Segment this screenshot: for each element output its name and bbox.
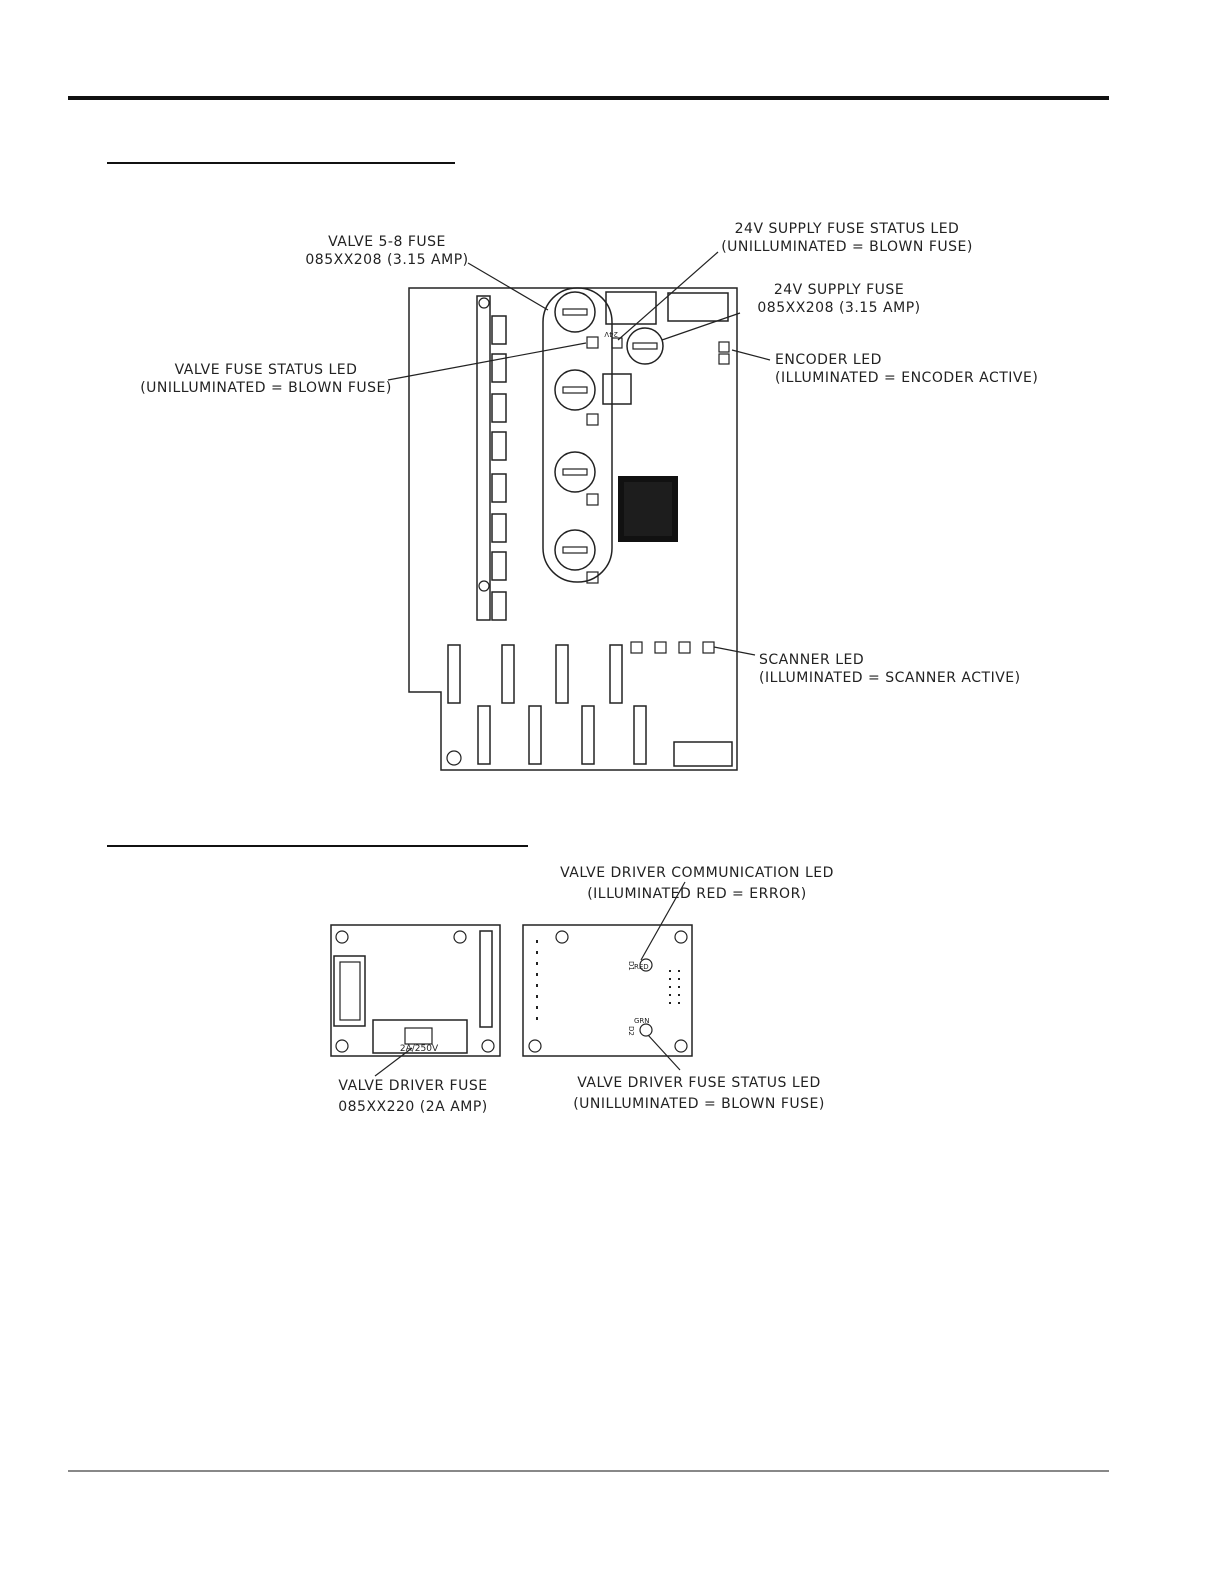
valve-connector [492, 552, 506, 580]
header-pin [536, 962, 538, 965]
svg-text:D1: D1 [627, 961, 635, 971]
svg-text:085XX208 (3.15 AMP): 085XX208 (3.15 AMP) [757, 300, 921, 316]
header-pin [536, 1017, 538, 1020]
svg-text:RED: RED [634, 963, 649, 971]
callout-supply-fuse [757, 282, 920, 316]
header-pin [536, 1006, 538, 1009]
valve-connector [492, 514, 506, 542]
svg-text:D2: D2 [627, 1026, 635, 1036]
valve-connector [492, 474, 506, 502]
svg-text:(ILLUMINATED RED = ERROR): (ILLUMINATED RED = ERROR) [587, 886, 807, 902]
svg-text:GRN: GRN [634, 1017, 650, 1025]
header-pin [669, 978, 671, 980]
io-connector [529, 706, 541, 764]
driver-board-front [331, 925, 500, 1056]
io-connector [478, 706, 490, 764]
callout-valve-led [140, 362, 392, 396]
fuse-slot [563, 547, 587, 553]
valve-fuse-led [587, 494, 598, 505]
fuse-slot [563, 387, 587, 393]
svg-text:24V SUPPLY FUSE STATUS LED: 24V SUPPLY FUSE STATUS LED [734, 221, 960, 237]
supply-fuse-led [612, 338, 622, 348]
svg-text:VALVE DRIVER COMMUNICATION LED: VALVE DRIVER COMMUNICATION LED [560, 865, 834, 881]
callout-comm-led [560, 865, 834, 902]
header-pin [536, 951, 538, 954]
encoder-led [719, 354, 729, 364]
svg-text:(ILLUMINATED = ENCODER ACTIV: (ILLUMINATED = ENCODER ACTIVE) [775, 370, 1039, 386]
svg-text:24V SUPPLY FUSE: 24V SUPPLY FUSE [773, 282, 905, 298]
svg-text:VALVE DRIVER FUSE STATUS LED: VALVE DRIVER FUSE STATUS LED [577, 1075, 821, 1091]
svg-text:(ILLUMINATED = SCANNER ACTIV: (ILLUMINATED = SCANNER ACTIVE) [759, 670, 1021, 686]
svg-text:SCANNER LED: SCANNER LED [759, 652, 865, 668]
svg-text:ENCODER LED: ENCODER LED [775, 352, 882, 368]
scanner-led [655, 642, 666, 653]
header-pin [678, 986, 680, 988]
header-pin [678, 978, 680, 980]
io-connector [502, 645, 514, 703]
callout-scanner-led [759, 652, 1021, 686]
svg-text:VALVE FUSE STATUS LED: VALVE FUSE STATUS LED [174, 362, 358, 378]
valve-connector [492, 394, 506, 422]
fuse-rating-silk: 2A/250V [399, 1044, 439, 1054]
header-pin [536, 973, 538, 976]
valve-connector [492, 592, 506, 620]
header-rule [68, 96, 1109, 100]
io-connector [556, 645, 568, 703]
callout-valve58-fuse [305, 234, 468, 268]
fuse-slot [563, 469, 587, 475]
io-connector [610, 645, 622, 703]
svg-text:VALVE DRIVER FUSE: VALVE DRIVER FUSE [338, 1078, 488, 1094]
svg-text:(UNILLUMINATED = BLOWN FUSE): (UNILLUMINATED = BLOWN FUSE) [721, 239, 973, 255]
scanner-led [679, 642, 690, 653]
header-pin [536, 995, 538, 998]
callout-supply-led [721, 221, 973, 255]
callout-driver-fuse [338, 1078, 488, 1115]
silk-24v: 24V [604, 330, 618, 338]
header-pin [669, 1002, 671, 1004]
header-pin [669, 994, 671, 996]
leader-lines [388, 252, 770, 655]
header-pin [678, 994, 680, 996]
encoder-led [719, 342, 729, 352]
scanner-led [631, 642, 642, 653]
callout-fuse-led [573, 1075, 825, 1112]
fuse-holder [555, 452, 595, 492]
header-pin [536, 940, 538, 943]
valve-fuse-led [587, 414, 598, 425]
svg-text:085XX208 (3.15 AMP): 085XX208 (3.15 AMP) [305, 252, 469, 268]
scanner-led [703, 642, 714, 653]
header-pin [678, 1002, 680, 1004]
header-pin [678, 970, 680, 972]
header-pin [536, 984, 538, 987]
fuse-slot [563, 309, 587, 315]
fuse-holder [555, 370, 595, 410]
valve-connector [492, 432, 506, 460]
svg-text:085XX220 (2A AMP): 085XX220 (2A AMP) [338, 1099, 488, 1115]
io-connector [582, 706, 594, 764]
callout-encoder-led [775, 352, 1038, 386]
valve-fuse-led [587, 337, 598, 348]
header-pin [669, 970, 671, 972]
svg-text:(UNILLUMINATED = BLOWN FUSE): (UNILLUMINATED = BLOWN FUSE) [573, 1096, 825, 1112]
valve-connector [492, 316, 506, 344]
svg-text:(UNILLUMINATED = BLOWN FUSE): (UNILLUMINATED = BLOWN FUSE) [140, 380, 392, 396]
io-connector [634, 706, 646, 764]
svg-text:VALVE 5-8 FUSE: VALVE 5-8 FUSE [328, 234, 446, 250]
fuse-holder [555, 530, 595, 570]
controller-board [409, 288, 737, 770]
header-pin [669, 986, 671, 988]
io-connector [448, 645, 460, 703]
fuse-holder [555, 292, 595, 332]
